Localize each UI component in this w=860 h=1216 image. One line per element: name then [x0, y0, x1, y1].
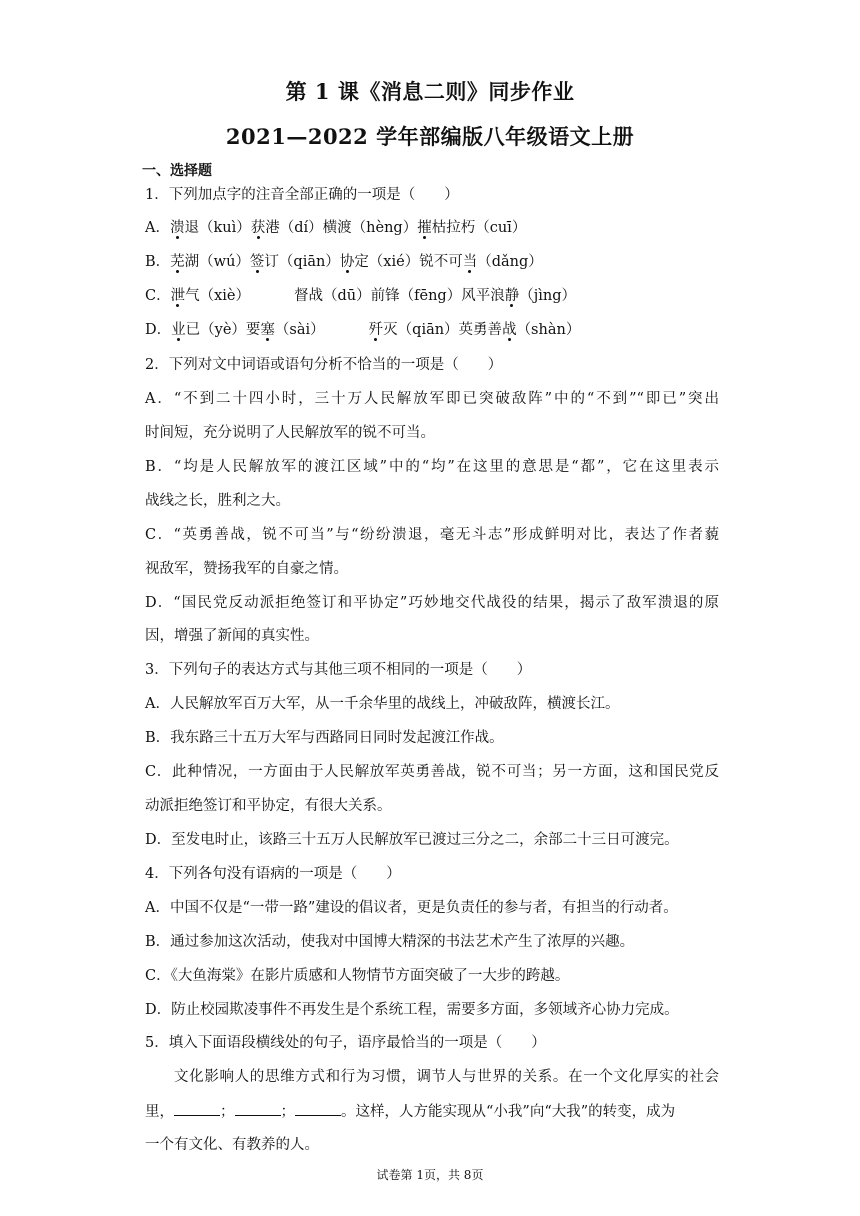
q4-option-d: D．防止校园欺凌事件不再发生是个系统工程，需要多方面，多领域齐心协力完成。: [145, 1002, 679, 1018]
q4-option-c: C．《大鱼海棠》在影片质感和人物情节方面突破了一大步的跨越。: [145, 968, 570, 984]
q2-option-d-line1: D．“国民党反动派拒绝签订和平协定”巧妙地交代战役的结果，揭示了敌军溃退的原: [145, 595, 719, 611]
q2-stem: 2．下列对文中词语或语句分析不恰当的一项是（ ）: [145, 357, 503, 373]
q2-option-b-line2: 战线之长，胜利之大。: [145, 493, 290, 509]
q5-passage-line2: 里， ； ； 。这样，人方能实现从“小我”向“大我”的转变，成为: [145, 1101, 675, 1122]
q1-option-b: B．芜湖（wú）签订（qiān）协定（xié）锐不可当（dǎng）: [145, 254, 543, 270]
q5-passage-line3: 一个有文化、有教养的人。: [145, 1137, 319, 1153]
section-heading: 一、选择题: [142, 163, 212, 179]
q1-stem: 1．下列加点字的注音全部正确的一项是（ ）: [145, 187, 459, 203]
q5-passage-line1: 文化影响人的思维方式和行为习惯，调节人与世界的关系。在一个文化厚实的社会: [174, 1069, 719, 1085]
q2-option-a-line2: 时间短，充分说明了人民解放军的锐不可当。: [145, 425, 435, 441]
q2-option-c-line1: C．“英勇善战，锐不可当”与“纷纷溃退，毫无斗志”形成鲜明对比，表达了作者藐: [145, 527, 719, 543]
q2-option-a-line1: A．“不到二十四小时，三十万人民解放军即已突破敌阵”中的“不到”“即已”突出: [145, 391, 719, 407]
q2-option-b-line1: B．“均是人民解放军的渡江区域”中的“均”在这里的意思是“都”，它在这里表示: [145, 459, 719, 475]
q5-stem: 5．填入下面语段横线处的句子，语序最恰当的一项是（ ）: [145, 1035, 546, 1051]
answer-blank[interactable]: [295, 1101, 341, 1116]
q4-option-b: B．通过参加这次活动，使我对中国博大精深的书法艺术产生了浓厚的兴趣。: [145, 934, 635, 950]
q3-option-c-line1: C．此种情况，一方面由于人民解放军英勇善战，锐不可当；另一方面，这和国民党反: [145, 764, 719, 780]
q2-option-c-line2: 视敌军，赞扬我军的自豪之情。: [145, 561, 348, 577]
answer-blank[interactable]: [235, 1101, 281, 1116]
answer-blank[interactable]: [174, 1101, 220, 1116]
q3-option-d: D．至发电时止，该路三十五万人民解放军已渡过三分之二，余部二十三日可渡完。: [145, 832, 679, 848]
q1-option-c: C．泄气（xiè） 督战（dū）前锋（fēng）风平浪静（jìng）: [145, 288, 576, 304]
q4-option-a: A．中国不仅是“一带一路”建设的倡议者，更是负责任的参与者，有担当的行动者。: [145, 900, 678, 916]
page-title: 第 1 课《消息二则》同步作业: [285, 79, 575, 104]
page-subtitle: 2021—2022 学年部编版八年级语文上册: [225, 124, 635, 149]
q3-stem: 3．下列句子的表达方式与其他三项不相同的一项是（ ）: [145, 662, 532, 678]
q3-option-c-line2: 动派拒绝签订和平协定，有很大关系。: [145, 798, 392, 814]
q3-option-a: A．人民解放军百万大军，从一千余华里的战线上，冲破敌阵，横渡长江。: [145, 696, 620, 712]
q4-stem: 4．下列各句没有语病的一项是（ ）: [145, 866, 401, 882]
q2-option-d-line2: 因，增强了新闻的真实性。: [145, 628, 319, 644]
q1-option-d: D．业已（yè）要塞（sài） 歼灭（qiān）英勇善战（shàn）: [145, 322, 581, 338]
page-footer: 试卷第 1页，共 8页: [376, 1168, 484, 1182]
q3-option-b: B．我东路三十五万大军与西路同日同时发起渡江作战。: [145, 730, 504, 746]
q1-option-a: A．溃退（kuì）获港（dí）横渡（hèng）摧枯拉朽（cuī）: [145, 220, 527, 236]
